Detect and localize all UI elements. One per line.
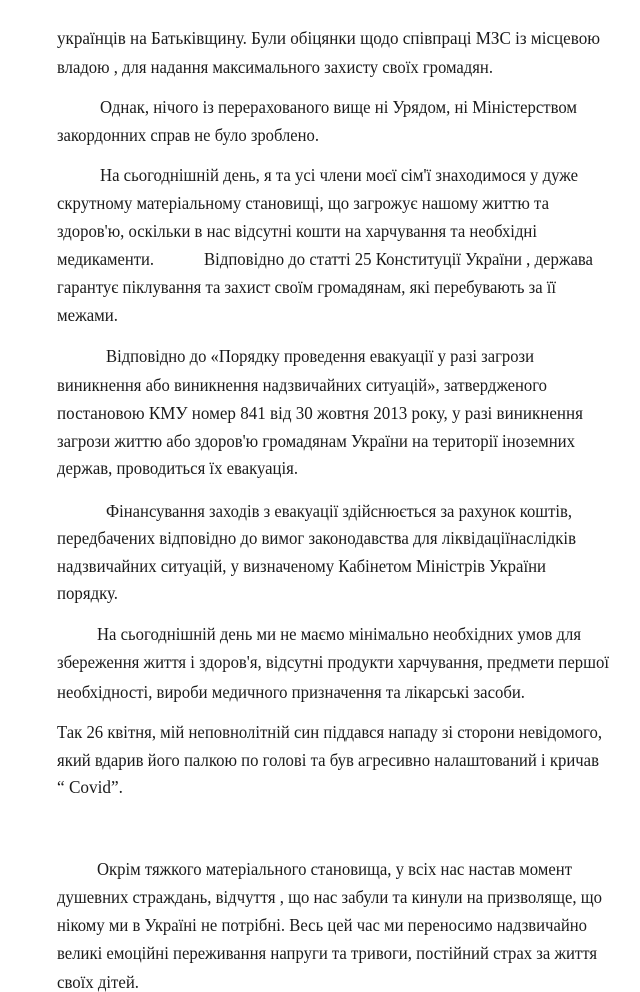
document-text-line: надзвичайних ситуацій, у визначеному Кабінетом Міністрів України — [57, 556, 546, 576]
document-text-line: На сьогоднішній день, я та усі члени моєї сім'ї знаходимося у дуже — [100, 165, 578, 185]
document-text-line: скрутному матеріальному становищі, що загрожує нашому життю та — [57, 193, 549, 213]
document-text-line: владою , для надання максимального захисту своїх громадян. — [57, 57, 493, 77]
document-text-line: Фінансування заходів з евакуації здійснюється за рахунок коштів, — [106, 501, 572, 521]
document-text-line: необхідності, вироби медичного призначення та лікарські засоби. — [57, 682, 525, 702]
document-text-line: Так 26 квітня, мій неповнолітній син піддався нападу зі сторони невідомого, — [57, 722, 602, 742]
document-text-line: постановою КМУ номер 841 від 30 жовтня 2013 року, у разі виникнення — [57, 403, 583, 423]
document-text-line: збереження життя і здоров'я, відсутні продукти харчування, предмети першої — [57, 652, 609, 672]
document-text-line: Відповідно до статті 25 Конституції України , держава — [204, 249, 593, 269]
document-text-line: держав, проводиться їх евакуація. — [57, 458, 298, 478]
document-text-line: нікому ми в Україні не потрібні. Весь цей час ми переносимо надзвичайно — [57, 915, 587, 935]
document-text-line: “ Covid”. — [57, 777, 123, 797]
document-text-line: закордонних справ не було зроблено. — [57, 125, 319, 145]
document-text-line: душевних страждань, відчуття , що нас забули та кинули на призволяще, що — [57, 887, 602, 907]
document-text-line: своїх дітей. — [57, 972, 139, 992]
document-text-line: який вдарив його палкою по голові та був агресивно налаштований і кричав — [57, 750, 599, 770]
document-text-line: здоров'ю, оскільки в нас відсутні кошти на харчування та необхідні — [57, 221, 537, 241]
document-text-line: Окрім тяжкого матеріального становища, у всіх нас настав момент — [97, 859, 572, 879]
document-text-line: передбачених відповідно до вимог законодавства для ліквідаціїнаслідків — [57, 528, 576, 548]
document-text-line: межами. — [57, 305, 118, 325]
document-text-line: порядку. — [57, 583, 118, 603]
document-text-line: Відповідно до «Порядку проведення евакуації у разі загрози — [106, 346, 534, 366]
document-text-line: загрози життю або здоров'ю громадянам України на території іноземних — [57, 431, 575, 451]
document-text-line: гарантує піклування та захист своїм громадянам, які перебувають за її — [57, 277, 556, 297]
document-text-line: Однак, нічого із перерахованого вище ні Урядом, ні Міністерством — [100, 97, 577, 117]
document-text-line: На сьогоднішній день ми не маємо мінімально необхідних умов для — [97, 624, 581, 644]
document-text-line: медикаменти. — [57, 249, 154, 269]
document-text-line: українців на Батьківщину. Були обіцянки щодо співпраці МЗС із місцевою — [57, 28, 600, 48]
document-text-line: великі емоційні переживання напруги та тривоги, постійний страх за життя — [57, 943, 597, 963]
document-text-line: виникнення або виникнення надзвичайних ситуацій», затвердженого — [57, 375, 547, 395]
